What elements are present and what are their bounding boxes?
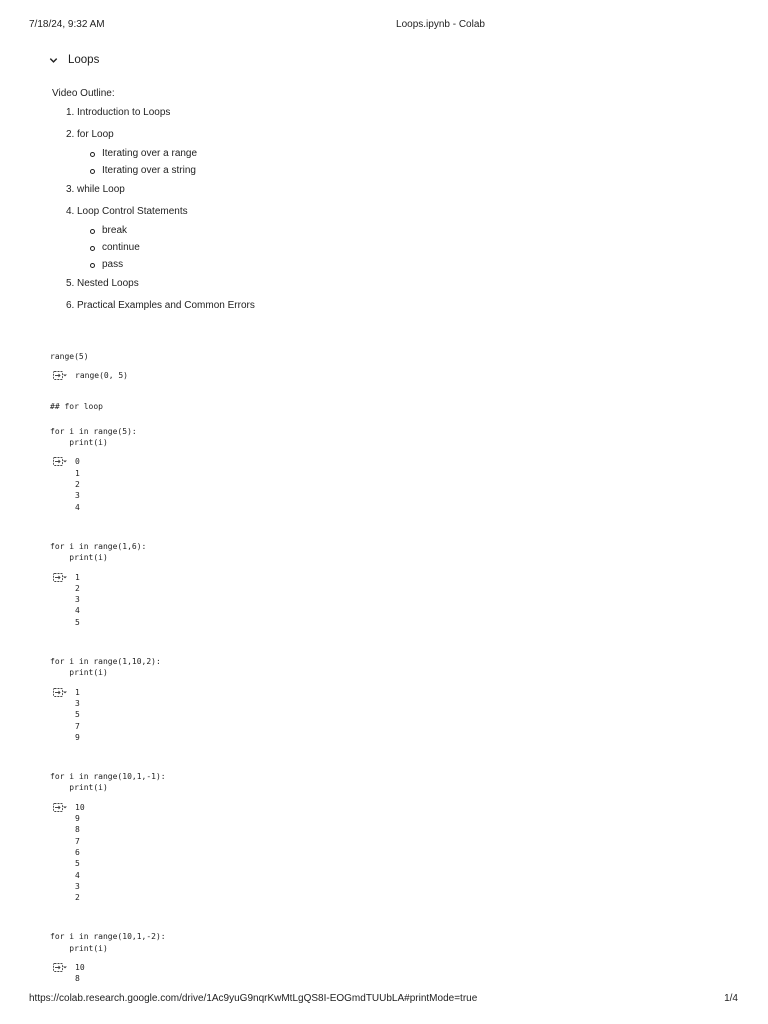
- outline-item-text: while Loop: [77, 184, 125, 196]
- output-text: range(0, 5): [75, 371, 128, 381]
- section-header-loops[interactable]: [48, 54, 99, 66]
- print-date: 7/18/24, 9:32 AM: [29, 19, 105, 30]
- outline-subitem-text: Iterating over a string: [102, 164, 196, 176]
- cell-output: [50, 370, 166, 381]
- outline-item-text: Practical Examples and Common Errors: [77, 300, 255, 312]
- outline-item: [52, 273, 139, 295]
- chevron-down-icon[interactable]: [48, 55, 59, 66]
- circle-bullet-icon: [90, 246, 95, 251]
- page-number: 1/4: [724, 993, 738, 1004]
- cell-output: [50, 687, 166, 743]
- outline-item: [52, 179, 125, 201]
- circle-bullet-icon: [90, 169, 95, 174]
- code-cell[interactable]: [50, 931, 166, 984]
- section-title: Loops: [68, 54, 100, 66]
- outline-sublist: [52, 223, 140, 273]
- outline-subitem: [52, 146, 198, 163]
- output-toggle-icon[interactable]: [53, 803, 67, 813]
- code-cell[interactable]: [50, 426, 166, 513]
- cell-output: [50, 802, 166, 904]
- code-cell[interactable]: [50, 656, 166, 743]
- outline-item: [52, 124, 198, 179]
- circle-bullet-icon: [90, 229, 95, 234]
- outline-subitem: [52, 257, 124, 274]
- code-input[interactable]: ## for loop: [50, 401, 103, 411]
- code-cell[interactable]: [50, 771, 166, 903]
- outline-item: [52, 102, 171, 124]
- outline-subitem: [52, 240, 140, 257]
- output-toggle-icon[interactable]: [53, 457, 67, 467]
- output-text: 1 3 5 7 9: [75, 687, 80, 742]
- code-input[interactable]: for i in range(1,10,2): print(i): [50, 657, 161, 678]
- code-cell[interactable]: [50, 401, 166, 412]
- output-toggle-icon[interactable]: [53, 688, 67, 698]
- code-cells: [50, 351, 166, 985]
- outline-item-text: Loop Control Statements: [77, 206, 188, 218]
- code-input[interactable]: for i in range(1,6): print(i): [50, 541, 147, 563]
- outline-sublist: [52, 146, 198, 179]
- output-text: 10 9 8 7 6 5 4 3 2: [75, 802, 85, 903]
- code-input[interactable]: for i in range(10,1,-2): print(i): [50, 932, 166, 953]
- outline-item-number: 4.: [66, 206, 75, 218]
- print-title: Loops.ipynb - Colab: [396, 19, 485, 30]
- markdown-cell-outline: [52, 86, 255, 317]
- outline-list: [52, 102, 255, 317]
- output-text: 10 8: [75, 962, 85, 984]
- code-input[interactable]: range(5): [50, 352, 89, 361]
- code-cell[interactable]: [50, 351, 166, 382]
- output-text: 0 1 2 3 4: [75, 457, 80, 512]
- cell-output: [50, 456, 166, 512]
- outline-heading: Video Outline:: [52, 88, 115, 99]
- outline-subitem-text: Iterating over a range: [102, 148, 198, 159]
- outline-item-text: Introduction to Loops: [77, 107, 171, 118]
- outline-item-number: 3.: [66, 184, 75, 196]
- outline-item-number: 2.: [66, 129, 75, 140]
- cell-output: [50, 572, 166, 628]
- outline-item: [52, 295, 255, 317]
- output-toggle-icon[interactable]: [53, 963, 67, 973]
- code-input[interactable]: for i in range(10,1,-1): print(i): [50, 772, 166, 793]
- outline-subitem: [52, 163, 196, 180]
- code-cell[interactable]: [50, 541, 166, 628]
- outline-subitem: [52, 223, 128, 240]
- outline-item-number: 6.: [66, 300, 75, 312]
- output-text: 1 2 3 4 5: [75, 572, 80, 627]
- outline-subitem-text: pass: [102, 258, 124, 270]
- outline-item: [52, 201, 188, 273]
- cell-output: [50, 962, 166, 985]
- outline-item-text: for Loop: [77, 129, 114, 140]
- output-toggle-icon[interactable]: [53, 573, 67, 583]
- outline-subitem-text: continue: [102, 242, 140, 254]
- output-toggle-icon[interactable]: [53, 371, 67, 381]
- outline-item-number: 1.: [66, 107, 75, 118]
- outline-item-text: Nested Loops: [77, 278, 139, 290]
- circle-bullet-icon: [90, 152, 95, 157]
- outline-subitem-text: break: [102, 225, 128, 237]
- outline-item-number: 5.: [66, 278, 75, 290]
- print-url: https://colab.research.google.com/drive/1Ac9yuG9nqrKwMtLgQS8I-EOGmdTUUbLA#printMode=true: [29, 993, 478, 1004]
- circle-bullet-icon: [90, 263, 95, 268]
- code-input[interactable]: for i in range(5): print(i): [50, 426, 137, 448]
